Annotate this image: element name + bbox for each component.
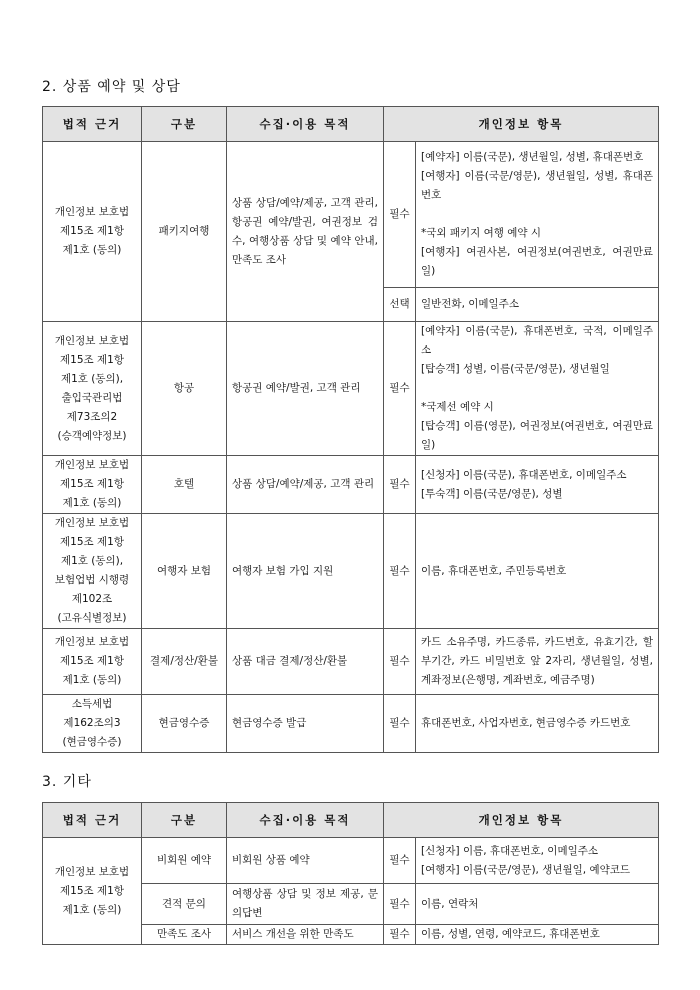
info-items: 일반전화, 이메일주소 xyxy=(416,288,659,322)
legal-basis: 개인정보 보호법 제15조 제1항 제1호 (동의) xyxy=(43,629,142,695)
header-purpose: 수집·이용 목적 xyxy=(227,803,384,838)
legal-basis: 개인정보 보호법 제15조 제1항 제1호 (동의) xyxy=(43,838,142,945)
header-items: 개인정보 항목 xyxy=(384,803,659,838)
info-items: 이름, 휴대폰번호, 주민등록번호 xyxy=(416,514,659,629)
category: 항공 xyxy=(142,322,227,456)
table-row xyxy=(43,838,659,884)
section-3-title: 3. 기타 xyxy=(42,774,92,790)
table-row xyxy=(43,514,659,629)
info-items: 카드 소유주명, 카드종류, 카드번호, 유효기간, 할부기간, 카드 비밀번호 앞 2자리, 생년월일, 성별, 계좌정보(은행명, 계좌번호, 예금주명) xyxy=(416,629,659,695)
table-header xyxy=(43,803,659,838)
table-header xyxy=(43,107,659,142)
optional-flag: 선택 xyxy=(384,288,416,322)
header-basis: 법적 근거 xyxy=(43,803,142,838)
required-flag: 필수 xyxy=(384,838,416,884)
header-purpose: 수집·이용 목적 xyxy=(227,107,384,142)
required-flag: 필수 xyxy=(384,142,416,288)
table-row xyxy=(43,456,659,514)
purpose: 여행상품 상담 및 정보 제공, 문의답변 xyxy=(227,884,384,925)
header-category: 구분 xyxy=(142,803,227,838)
category: 패키지여행 xyxy=(142,142,227,322)
purpose: 비회원 상품 예약 xyxy=(227,838,384,884)
purpose: 항공권 예약/발권, 고객 관리 xyxy=(227,322,384,456)
category: 현금영수증 xyxy=(142,695,227,753)
section-2-title: 2. 상품 예약 및 상담 xyxy=(42,79,181,95)
info-items: 휴대폰번호, 사업자번호, 현금영수증 카드번호 xyxy=(416,695,659,753)
purpose: 상품 대금 결제/정산/환불 xyxy=(227,629,384,695)
required-flag: 필수 xyxy=(384,695,416,753)
info-items: [신청자] 이름, 휴대폰번호, 이메일주소 [여행자] 이름(국문/영문), 생년월일, 예약코드 xyxy=(416,838,659,884)
category: 견적 문의 xyxy=(142,884,227,925)
category: 결제/정산/환불 xyxy=(142,629,227,695)
purpose: 상품 상담/예약/제공, 고객 관리, 항공권 예약/발권, 여권정보 검수, 여행상품 상담 및 예약 안내, 만족도 조사 xyxy=(227,142,384,322)
header-category: 구분 xyxy=(142,107,227,142)
table-row xyxy=(43,142,659,288)
section-3-table xyxy=(42,802,659,945)
legal-basis: 소득세법 제162조의3 (현금영수증) xyxy=(43,695,142,753)
info-items: [예약자] 이름(국문), 생년월일, 성별, 휴대폰번호 [여행자] 이름(국문/영문), 생년월일, 성별, 휴대폰번호 *국외 패키지 여행 예약 시 [여행자] 여권사본, 여권정보(여권번호, 여권만료일) xyxy=(416,142,659,288)
header-items: 개인정보 항목 xyxy=(384,107,659,142)
category: 호텔 xyxy=(142,456,227,514)
table-row xyxy=(43,629,659,695)
info-items: 이름, 성별, 연령, 예약코드, 휴대폰번호 xyxy=(416,925,659,945)
required-flag: 필수 xyxy=(384,884,416,925)
purpose: 현금영수증 발급 xyxy=(227,695,384,753)
purpose: 여행자 보험 가입 지원 xyxy=(227,514,384,629)
required-flag: 필수 xyxy=(384,514,416,629)
info-items: 이름, 연락처 xyxy=(416,884,659,925)
legal-basis: 개인정보 보호법 제15조 제1항 제1호 (동의) xyxy=(43,456,142,514)
section-2-table xyxy=(42,106,659,753)
required-flag: 필수 xyxy=(384,322,416,456)
header-basis: 법적 근거 xyxy=(43,107,142,142)
table-row xyxy=(43,695,659,753)
purpose: 서비스 개선을 위한 만족도 xyxy=(227,925,384,945)
table-row xyxy=(43,322,659,456)
required-flag: 필수 xyxy=(384,456,416,514)
category: 비회원 예약 xyxy=(142,838,227,884)
category: 여행자 보험 xyxy=(142,514,227,629)
required-flag: 필수 xyxy=(384,925,416,945)
info-items: [예약자] 이름(국문), 휴대폰번호, 국적, 이메일주소 [탑승객] 성별, 이름(국문/영문), 생년월일 *국제선 예약 시 [탑승객] 이름(영문), 여권정보(여권번호, 여권만료일) xyxy=(416,322,659,456)
legal-basis: 개인정보 보호법 제15조 제1항 제1호 (동의) xyxy=(43,142,142,322)
legal-basis: 개인정보 보호법 제15조 제1항 제1호 (동의), 보험업법 시행령 제102조 (고유식별정보) xyxy=(43,514,142,629)
info-items: [신청자] 이름(국문), 휴대폰번호, 이메일주소 [투숙객] 이름(국문/영문), 성별 xyxy=(416,456,659,514)
required-flag: 필수 xyxy=(384,629,416,695)
legal-basis: 개인정보 보호법 제15조 제1항 제1호 (동의), 출입국관리법 제73조의2 (승객예약정보) xyxy=(43,322,142,456)
purpose: 상품 상담/예약/제공, 고객 관리 xyxy=(227,456,384,514)
category: 만족도 조사 xyxy=(142,925,227,945)
